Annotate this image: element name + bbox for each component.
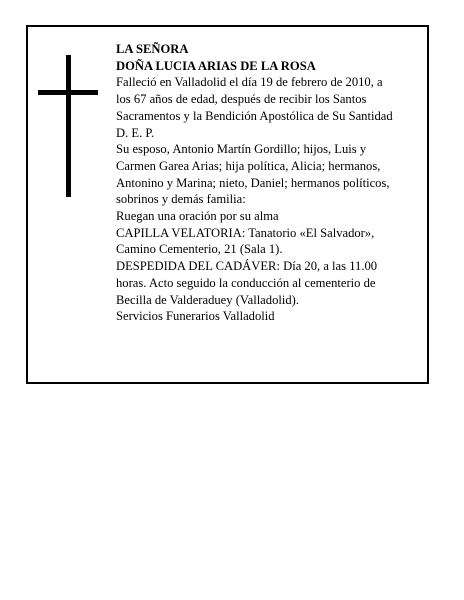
notice-line: Su esposo, Antonio Martín Gordillo; hijos, Luis y	[116, 142, 367, 157]
cross-horizontal-bar	[38, 90, 98, 95]
cross-vertical-bar	[66, 55, 71, 197]
notice-line: sobrinos y demás familia:	[116, 192, 246, 207]
notice-line: DESPEDIDA DEL CADÁVER: Día 20, a las 11.00	[116, 259, 378, 274]
obituary-notice	[26, 25, 429, 384]
notice-line: Antonino y Marina; nieto, Daniel; hermanos políticos,	[116, 175, 390, 190]
notice-line: Sacramentos y la Bendición Apostólica de Su Santidad	[116, 108, 393, 123]
notice-text	[116, 41, 416, 325]
funeral-services-name: Servicios Funerarios Valladolid	[116, 309, 275, 324]
notice-line: Falleció en Valladolid el día 19 de febrero de 2010, a	[116, 75, 383, 90]
notice-line: Ruegan una oración por su alma	[116, 209, 279, 224]
cross-icon	[38, 55, 98, 197]
deceased-name: DOÑA LUCIA ARIAS DE LA ROSA	[116, 58, 316, 73]
notice-line: Carmen Garea Arias; hija política, Alicia; hermanos,	[116, 158, 381, 173]
notice-line: D. E. P.	[116, 125, 155, 140]
notice-line: Camino Cementerio, 21 (Sala 1).	[116, 242, 283, 257]
notice-line: los 67 años de edad, después de recibir los Santos	[116, 92, 367, 107]
notice-line: horas. Acto seguido la conducción al cementerio de	[116, 275, 376, 290]
notice-line: Becilla de Valderaduey (Valladolid).	[116, 292, 300, 307]
notice-heading: LA SEÑORA	[116, 42, 189, 56]
notice-line: CAPILLA VELATORIA: Tanatorio «El Salvador»,	[116, 225, 375, 240]
